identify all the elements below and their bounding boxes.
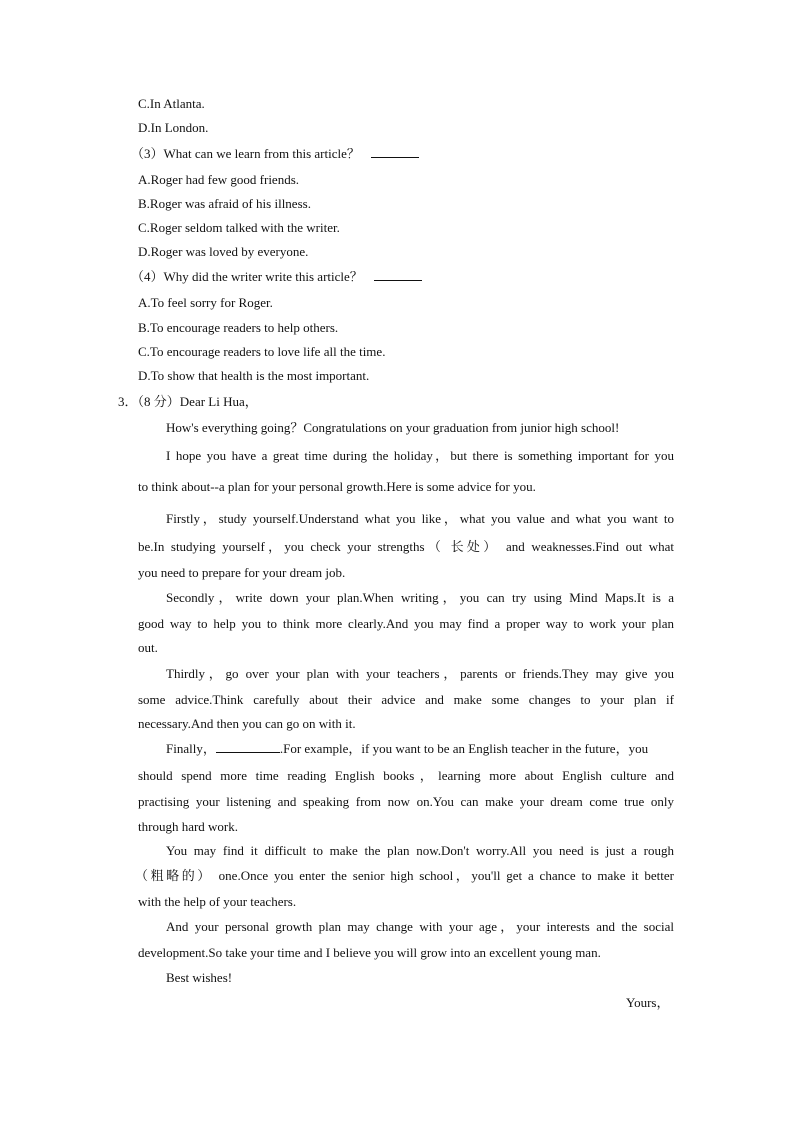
letter-paragraph-1: How's everything going？Congratulations on your graduation from junior high school! xyxy=(166,420,620,435)
q2-4-option-a: A.To feel sorry for Roger. xyxy=(138,295,273,310)
letter-paragraph-6-line-1 xyxy=(166,741,648,757)
letter-closing: Best wishes! xyxy=(166,970,233,985)
letter-paragraph-5-line-2: some advice.Think carefully about their advice and make some changes to your plan if xyxy=(138,692,674,707)
letter-paragraph-6-line-3: practising your listening and speaking from now on.You can make your dream come true only xyxy=(138,794,674,809)
q2-option-d: D.In London. xyxy=(138,120,209,135)
letter-paragraph-7-line-3: with the help of your teachers. xyxy=(138,894,297,909)
letter-paragraph-6-line-2: should spend more time reading English books，learning more about English culture and xyxy=(138,768,674,783)
q2-3-stem-text: （3）What can we learn from this article？ xyxy=(131,146,360,161)
letter-answer-blank xyxy=(216,741,280,753)
q2-3-answer-blank xyxy=(371,146,419,158)
q3-number: 3． xyxy=(118,394,138,409)
q2-4-option-b: B.To encourage readers to help others. xyxy=(138,320,339,335)
letter-paragraph-4-line-2: good way to help you to think more clearly.And you may find a proper way to work your plan xyxy=(138,616,674,631)
q2-4-stem-text: （4）Why did the writer write this article？ xyxy=(131,269,363,284)
letter-paragraph-5-line-1: Thirdly，go over your plan with your teachers，parents or friends.They may give you xyxy=(166,666,674,681)
letter-paragraph-3-line-3: you need to prepare for your dream job. xyxy=(138,565,346,580)
finally-lead: Finally， xyxy=(166,741,216,756)
q2-3-option-b: B.Roger was afraid of his illness. xyxy=(138,196,311,211)
q2-3-option-a: A.Roger had few good friends. xyxy=(138,172,300,187)
finally-rest: .For example，if you want to be an English teacher in the future，you xyxy=(279,741,649,756)
letter-paragraph-5-line-3: necessary.And then you can go on with it. xyxy=(138,716,356,731)
q3-salutation: Dear Li Hua， xyxy=(179,394,258,409)
letter-signoff: Yours， xyxy=(626,995,670,1010)
letter-paragraph-4-line-3: out. xyxy=(138,640,158,655)
letter-paragraph-7-line-1: You may find it difficult to make the plan now.Don't worry.All you need is just a rough xyxy=(166,843,674,858)
letter-paragraph-3-line-2: be.In studying yourself，you check your strengths（ 长处） and weaknesses.Find out what xyxy=(138,539,674,554)
q2-4-option-c: C.To encourage readers to love life all the time. xyxy=(138,344,386,359)
letter-paragraph-8-line-1: And your personal growth plan may change with your age，your interests and the social xyxy=(166,919,674,934)
letter-paragraph-2-line-2: to think about--a plan for your personal growth.Here is some advice for you. xyxy=(138,479,536,494)
letter-paragraph-2-line-1: I hope you have a great time during the holiday，but there is something important for you xyxy=(166,448,674,463)
q2-3-stem xyxy=(131,146,419,162)
letter-paragraph-8-line-2: development.So take your time and I believe you will grow into an excellent young man. xyxy=(138,945,601,960)
letter-paragraph-7-line-2: （粗略的） one.Once you enter the senior high school，you'll get a chance to make it better xyxy=(135,868,674,883)
letter-paragraph-6-line-4: through hard work. xyxy=(138,819,239,834)
q2-3-option-d: D.Roger was loved by everyone. xyxy=(138,244,309,259)
letter-paragraph-4-line-1: Secondly，write down your plan.When writing，you can try using Mind Maps.It is a xyxy=(166,590,674,605)
q2-4-option-d: D.To show that health is the most important. xyxy=(138,368,370,383)
letter-paragraph-3-line-1: Firstly，study yourself.Understand what you like，what you value and what you want to xyxy=(166,511,674,526)
q2-3-option-c: C.Roger seldom talked with the writer. xyxy=(138,220,340,235)
q3-header xyxy=(118,394,258,410)
q3-score: （8 分） xyxy=(137,394,180,409)
q2-option-c: C.In Atlanta. xyxy=(138,96,205,111)
q2-4-answer-blank xyxy=(374,269,422,281)
q2-4-stem xyxy=(131,269,422,285)
